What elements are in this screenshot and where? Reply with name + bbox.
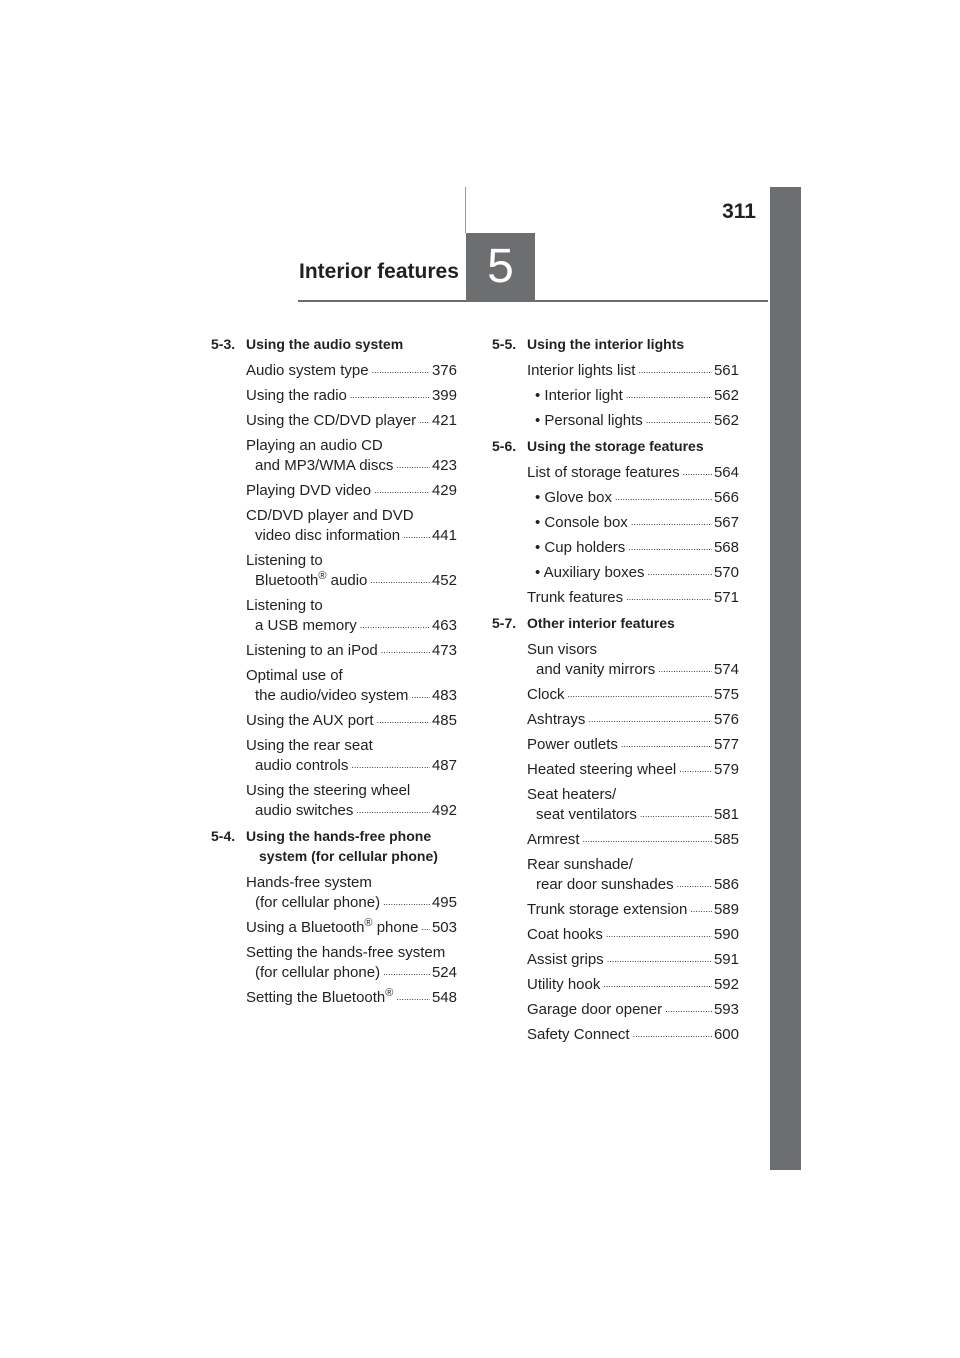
toc-entry-label: Assist grips (527, 951, 604, 968)
toc-entry-label: Armrest (527, 831, 580, 848)
toc-entry-label: List of storage features (527, 464, 680, 481)
toc-entry[interactable] (527, 588, 739, 608)
toc-entry-line (527, 975, 739, 995)
dot-leader (638, 363, 712, 377)
toc-entry-line (246, 641, 457, 661)
toc-entry-line (535, 488, 739, 508)
toc-entry-label: Playing DVD video (246, 482, 372, 499)
toc-entry-label: Using a Bluetooth® phone (246, 917, 419, 936)
section-title-continued: system (for cellular phone) (259, 848, 438, 864)
toc-entry-line (246, 411, 457, 431)
toc-entry-line (535, 538, 739, 558)
toc-entry-label: Using the CD/DVD player (246, 412, 417, 429)
toc-page-number[interactable]: 570 (713, 564, 739, 581)
section-title-text: Other interior features (527, 615, 675, 631)
toc-page-number[interactable]: 452 (431, 572, 457, 589)
toc-entry-label: Interior lights list (527, 362, 636, 379)
dot-leader (621, 737, 712, 751)
toc-page-number[interactable]: 585 (713, 831, 739, 848)
toc-entry-label-continued: Bluetooth® audio (255, 570, 368, 589)
dot-leader (606, 927, 712, 941)
toc-entry-label: Coat hooks (527, 926, 603, 943)
toc-entry-line (535, 563, 739, 583)
dot-leader (631, 515, 712, 529)
dot-leader (568, 687, 712, 701)
section-title-text: Using the hands-free phone (246, 828, 432, 844)
toc-entry-line (246, 571, 457, 591)
dot-leader (615, 490, 712, 504)
toc-entry-label-continued: and MP3/WMA discs (255, 457, 394, 474)
dot-leader (396, 990, 430, 1004)
toc-entry-line (246, 943, 457, 963)
toc-entry-line (246, 436, 457, 456)
toc-entry-line (527, 855, 739, 875)
dot-leader (626, 590, 712, 604)
dot-leader (411, 688, 430, 702)
toc-entry-label: Using the rear seat (246, 737, 373, 754)
dot-leader (640, 807, 712, 821)
toc-entry-label: Setting the hands-free system (246, 944, 446, 961)
toc-entry[interactable] (527, 760, 739, 780)
toc-entry[interactable] (527, 710, 739, 730)
side-thumb-tab (770, 187, 801, 1170)
toc-entry[interactable] (527, 925, 739, 945)
toc-page-number[interactable]: 441 (431, 527, 457, 544)
section-number: 5-3. (211, 336, 236, 352)
dot-leader (383, 895, 430, 909)
toc-entry[interactable] (527, 488, 739, 508)
section-title-text: Using the audio system (246, 336, 404, 352)
toc-entry-line (246, 596, 457, 616)
toc-page-number[interactable]: 586 (713, 876, 739, 893)
toc-page-number[interactable]: 473 (431, 642, 457, 659)
toc-entry-label-continued: the audio/video system (255, 687, 409, 704)
dot-leader (646, 413, 712, 427)
toc-entry-line (246, 456, 457, 476)
toc-entry[interactable] (527, 785, 739, 825)
toc-entry[interactable] (527, 975, 739, 995)
toc-entry-label-continued: (for cellular phone) (255, 964, 381, 981)
toc-entry[interactable] (246, 481, 457, 501)
toc-entry-line (527, 1025, 739, 1045)
dot-leader (421, 920, 430, 934)
toc-entry-label: Using the steering wheel (246, 782, 411, 799)
toc-page-number[interactable]: 463 (431, 617, 457, 634)
toc-entry[interactable] (246, 551, 457, 591)
toc-entry-line (527, 463, 739, 483)
toc-entry-line (527, 1000, 739, 1020)
toc-entry[interactable] (246, 361, 457, 381)
dot-leader (377, 713, 430, 727)
toc-entry-label-continued: seat ventilators (536, 806, 637, 823)
toc-entry-line (246, 736, 457, 756)
toc-entry-label-continued: (for cellular phone) (255, 894, 381, 911)
toc-entry-line (527, 875, 739, 895)
toc-entry-line (246, 526, 457, 546)
toc-entry-line (527, 830, 739, 850)
toc-entry-line (535, 513, 739, 533)
toc-entry-label: Safety Connect (527, 1026, 630, 1043)
dot-leader (658, 662, 712, 676)
toc-page-number[interactable]: 568 (713, 539, 739, 556)
toc-entry-label: Using the radio (246, 387, 347, 404)
section-title (246, 334, 457, 354)
toc-page-number[interactable]: 564 (713, 464, 739, 481)
toc-entry-label-continued: video disc information (255, 527, 401, 544)
dot-leader (628, 540, 712, 554)
toc-page-number[interactable]: 524 (431, 964, 457, 981)
toc-entry-label: • Console box (535, 514, 628, 531)
toc-page-number[interactable]: 579 (713, 761, 739, 778)
toc-entry-label: Ashtrays (527, 711, 586, 728)
toc-left-column (211, 334, 457, 1013)
toc-entry-line (535, 386, 739, 406)
toc-entry-label: • Auxiliary boxes (535, 564, 645, 581)
section-heading (211, 334, 457, 354)
toc-entry-line (527, 760, 739, 780)
toc-page-number[interactable]: 571 (713, 589, 739, 606)
toc-entry-label: Power outlets (527, 736, 618, 753)
toc-entry[interactable] (246, 918, 457, 938)
toc-entry[interactable] (527, 563, 739, 583)
toc-page-number[interactable]: 495 (431, 894, 457, 911)
toc-page-number[interactable]: 399 (431, 387, 457, 404)
toc-entry[interactable] (246, 943, 457, 983)
toc-entry-line (527, 640, 739, 660)
section-heading (492, 334, 739, 354)
toc-page-number[interactable]: 423 (431, 457, 457, 474)
section-title-text: Using the storage features (527, 438, 704, 454)
toc-entry[interactable] (246, 411, 457, 431)
toc-entry-label-continued: audio controls (255, 757, 349, 774)
toc-page-number[interactable]: 421 (431, 412, 457, 429)
dot-leader (633, 1027, 712, 1041)
toc-entry[interactable] (527, 950, 739, 970)
toc-entry-line (527, 685, 739, 705)
toc-entry[interactable] (527, 361, 739, 381)
toc-entry[interactable] (527, 735, 739, 755)
toc-entry[interactable] (527, 463, 739, 483)
toc-entry-line (527, 660, 739, 680)
dot-leader (374, 483, 430, 497)
toc-entry[interactable] (246, 596, 457, 636)
toc-entry-line (246, 506, 457, 526)
toc-entry-line (246, 918, 457, 938)
dot-leader (683, 465, 712, 479)
dot-leader (647, 565, 712, 579)
section-number: 5-6. (492, 438, 517, 454)
toc-entry[interactable] (527, 1000, 739, 1020)
toc-entry-line (246, 988, 457, 1008)
toc-entry-label-continued: rear door sunshades (536, 876, 674, 893)
toc-entry-label-continued: a USB memory (255, 617, 357, 634)
toc-entry-line (246, 686, 457, 706)
toc-right-column (492, 334, 739, 1050)
toc-entry-line (527, 950, 739, 970)
section-heading (211, 826, 457, 866)
section-heading (492, 436, 739, 456)
toc-entry-line (246, 551, 457, 571)
dot-leader (626, 388, 712, 402)
toc-entry-label: Hands-free system (246, 874, 372, 891)
toc-entry-label: • Glove box (535, 489, 612, 506)
toc-entry-line (246, 893, 457, 913)
toc-entry-line (527, 925, 739, 945)
toc-entry[interactable] (527, 855, 739, 895)
chapter-title: Interior features (299, 260, 459, 283)
toc-page-number[interactable]: 589 (713, 901, 739, 918)
toc-entry[interactable] (246, 641, 457, 661)
toc-entry-label: CD/DVD player and DVD (246, 507, 414, 524)
dot-leader (396, 458, 430, 472)
section-title (527, 436, 739, 456)
toc-entry[interactable] (527, 411, 739, 431)
toc-entry-line (535, 411, 739, 431)
dot-leader (607, 952, 712, 966)
toc-page-number[interactable]: 574 (713, 661, 739, 678)
toc-entry-label: Playing an audio CD (246, 437, 383, 454)
toc-entry[interactable] (246, 736, 457, 776)
toc-entry-line (246, 873, 457, 893)
toc-entry[interactable] (246, 781, 457, 821)
dot-leader (588, 712, 712, 726)
toc-entry-line (246, 963, 457, 983)
toc-page-number[interactable]: 485 (431, 712, 457, 729)
toc-entry-line (527, 900, 739, 920)
toc-page-number[interactable]: 590 (713, 926, 739, 943)
toc-page-number[interactable]: 562 (713, 412, 739, 429)
toc-page-number[interactable]: 576 (713, 711, 739, 728)
toc-entry-line (246, 666, 457, 686)
toc-entry-label: Using the AUX port (246, 712, 374, 729)
chapter-number-box: 5 (466, 233, 535, 301)
toc-page-number[interactable]: 562 (713, 387, 739, 404)
toc-page-number[interactable]: 581 (713, 806, 739, 823)
dot-leader (679, 762, 712, 776)
toc-entry-label-continued: audio switches (255, 802, 354, 819)
toc-page-number[interactable]: 591 (713, 951, 739, 968)
section-title (246, 826, 457, 866)
toc-entry[interactable] (246, 711, 457, 731)
toc-page-number[interactable]: 487 (431, 757, 457, 774)
toc-entry-line (527, 805, 739, 825)
dot-leader (360, 618, 430, 632)
toc-entry[interactable] (527, 900, 739, 920)
toc-entry-label: Setting the Bluetooth® (246, 987, 394, 1006)
toc-entry-line (246, 481, 457, 501)
dot-leader (690, 902, 712, 916)
dot-leader (350, 388, 430, 402)
toc-entry[interactable] (246, 666, 457, 706)
toc-page-number[interactable]: 548 (431, 989, 457, 1006)
dot-leader (351, 758, 430, 772)
toc-entry-line (246, 756, 457, 776)
toc-page-number[interactable]: 376 (431, 362, 457, 379)
toc-entry-line (527, 785, 739, 805)
section-title (527, 334, 739, 354)
toc-entry-label: • Cup holders (535, 539, 626, 556)
dot-leader (403, 528, 430, 542)
toc-page-number[interactable]: 592 (713, 976, 739, 993)
section-number: 5-4. (211, 828, 236, 844)
toc-entry-label: Optimal use of (246, 667, 343, 684)
toc-entry[interactable] (527, 1025, 739, 1045)
toc-entry-line (527, 710, 739, 730)
toc-page-number[interactable]: 566 (713, 489, 739, 506)
toc-page-number[interactable]: 483 (431, 687, 457, 704)
toc-page-number[interactable]: 492 (431, 802, 457, 819)
toc-entry[interactable] (246, 873, 457, 913)
toc-entry-label: Seat heaters/ (527, 786, 617, 803)
toc-page-number[interactable]: 567 (713, 514, 739, 531)
toc-page-number[interactable]: 561 (713, 362, 739, 379)
toc-entry-label: Listening to (246, 597, 323, 614)
toc-entry[interactable] (527, 513, 739, 533)
toc-entry-line (246, 801, 457, 821)
toc-entry-line (246, 616, 457, 636)
toc-entry-label: Utility hook (527, 976, 601, 993)
toc-entry[interactable] (527, 830, 739, 850)
toc-page-number[interactable]: 600 (713, 1026, 739, 1043)
header-rule (298, 300, 768, 302)
section-title-text: Using the interior lights (527, 336, 685, 352)
toc-entry-line (527, 361, 739, 381)
toc-entry[interactable] (246, 506, 457, 546)
toc-entry-label: Trunk features (527, 589, 624, 606)
dot-leader (372, 363, 430, 377)
toc-entry-label: Clock (527, 686, 565, 703)
toc-entry-line (527, 588, 739, 608)
toc-entry-line (246, 781, 457, 801)
toc-entry-label: • Interior light (535, 387, 623, 404)
toc-entry-label: • Personal lights (535, 412, 643, 429)
toc-page-number[interactable]: 593 (713, 1001, 739, 1018)
toc-entry-label: Listening to (246, 552, 323, 569)
toc-entry-label: Garage door opener (527, 1001, 663, 1018)
toc-entry[interactable] (527, 386, 739, 406)
section-title (527, 613, 739, 633)
toc-entry-label: Sun visors (527, 641, 598, 658)
section-number: 5-7. (492, 615, 517, 631)
toc-entry[interactable] (246, 436, 457, 476)
toc-entry-label: Listening to an iPod (246, 642, 378, 659)
dot-leader (677, 877, 712, 891)
toc-entry[interactable] (246, 988, 457, 1008)
toc-entry-label: Heated steering wheel (527, 761, 677, 778)
toc-entry-label-continued: and vanity mirrors (536, 661, 656, 678)
toc-entry[interactable] (246, 386, 457, 406)
dot-leader (665, 1002, 712, 1016)
section-number: 5-5. (492, 336, 517, 352)
toc-page-number[interactable]: 575 (713, 686, 739, 703)
toc-entry-label: Audio system type (246, 362, 369, 379)
toc-entry-line (527, 735, 739, 755)
header-divider (465, 187, 466, 233)
dot-leader (370, 573, 430, 587)
dot-leader (419, 413, 430, 427)
toc-entry-line (246, 711, 457, 731)
toc-entry[interactable] (527, 685, 739, 705)
toc-entry-line (246, 361, 457, 381)
dot-leader (603, 977, 712, 991)
dot-leader (583, 832, 712, 846)
dot-leader (356, 803, 430, 817)
toc-page-number[interactable]: 503 (431, 919, 457, 936)
toc-page-number[interactable]: 429 (431, 482, 457, 499)
page-number: 311 (722, 200, 756, 223)
toc-entry[interactable] (527, 640, 739, 680)
section-heading (492, 613, 739, 633)
toc-entry-label: Trunk storage extension (527, 901, 688, 918)
toc-entry[interactable] (527, 538, 739, 558)
dot-leader (383, 965, 430, 979)
dot-leader (381, 643, 430, 657)
toc-entry-label: Rear sunshade/ (527, 856, 633, 873)
toc-entry-line (246, 386, 457, 406)
toc-page-number[interactable]: 577 (713, 736, 739, 753)
